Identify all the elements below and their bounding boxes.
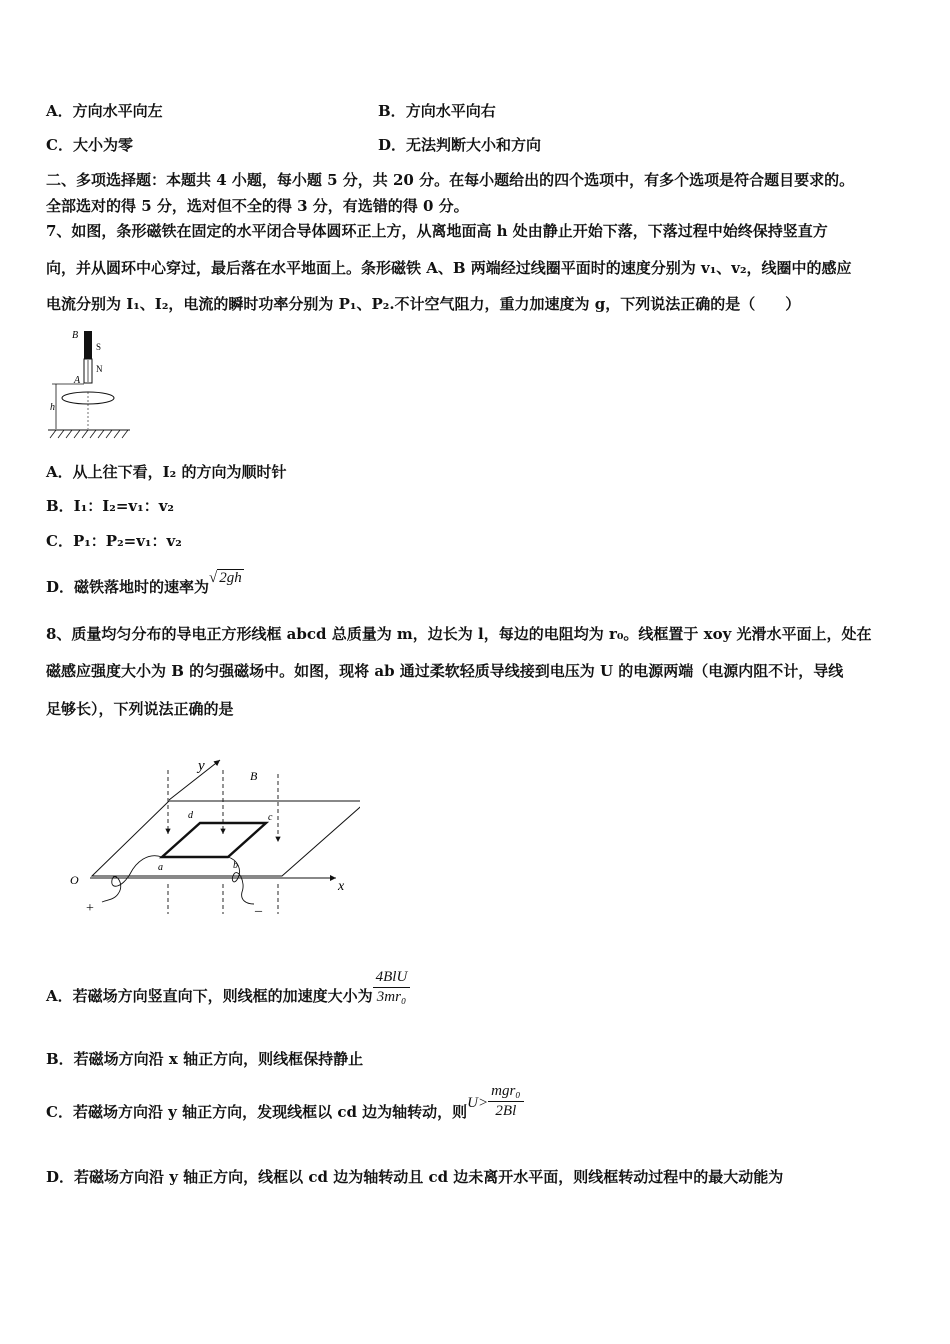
wire-positive [102,856,162,902]
ground-hatch [50,430,128,438]
fig-label-n: N [96,364,103,374]
q8-option-c [46,1082,524,1143]
section2-line2: 全部选对的得 5 分，选对但不全的得 3 分，有选错的得 0 分。 [46,197,469,215]
fig-label-b: B [72,330,79,341]
y-axis [169,760,220,800]
fig-label-s: S [96,342,102,352]
option-text: C．若磁场方向沿 y 轴正方向，发现线框以 cd 边为轴转动，则 [46,1103,468,1121]
option-label: B． [378,102,406,120]
field-label-b: B [250,769,258,783]
option-text: 无法判断大小和方向 [406,136,542,154]
vertex-label-a: a [158,862,163,873]
q8-stem-line1: 8、质量均匀分布的导电正方形线框 abcd 总质量为 m，边长为 l，每边的电阻均为 r₀。线框置于 xoy 光滑水平面上，处在 [46,625,872,643]
q6-option-c [46,134,133,156]
fig-label-h: h [50,402,55,413]
fraction-denominator: 2Bl [495,1102,517,1119]
option-label: D． [378,136,407,154]
q6-option-a [46,100,163,122]
q8-stem-line2: 磁感应强度大小为 B 的匀强磁场中。如图，现将 ab 通过柔软轻质导线接到电压为 U 的电源两端（电源内阻不计，导线 [46,662,844,680]
option-label: A． [46,102,73,120]
field-lines [168,770,278,914]
axis-label-y: y [198,758,205,774]
fig-label-a: A [74,375,81,386]
q7-stem-line3: 电流分别为 I₁、I₂，电流的瞬时功率分别为 P₁、P₂.不计空气阻力，重力加速度为 g，下列说法正确的是（ ） [46,295,801,313]
option-text: 大小为零 [72,136,133,154]
sqrt-expression: √ 2gh [209,570,242,586]
q7-stem-line1: 7、如图，条形磁铁在固定的水平闭合导体圆环正上方，从离地面高 h 处由静止开始下落，下落过程中始终保持竖直方 [46,222,828,240]
q8-option-a [46,966,410,1026]
q8-option-b: B．若磁场方向沿 x 轴正方向，则线框保持静止 [46,1050,364,1068]
axis-label-o: O [70,873,79,887]
fraction-denominator: 3mr₀ [376,988,407,1005]
q7-option-a: A．从上往下看，I₂ 的方向为顺时针 [46,463,287,481]
magnet-s-pole [84,331,92,359]
square-frame-abcd [162,823,266,857]
q6-option-b [378,100,496,122]
q7-option-c: C．P₁：P₂=v₁：v₂ [46,532,182,550]
wire-negative [228,857,254,904]
fraction-4blu-over-3mr0 [373,968,411,1007]
option-label: C． [46,136,73,154]
fraction-mgr0-over-2bl [488,1082,523,1121]
q7-option-b: B．I₁：I₂=v₁：v₂ [46,497,174,515]
terminal-plus: + [86,901,94,916]
option-text: D．磁铁落地时的速率为 [46,578,210,596]
section2-line1: 二、多项选择题：本题共 4 小题，每小题 5 分，共 20 分。在每小题给出的四个选项中，有多个选项是符合题目要求的。 [46,171,855,189]
option-text: A．若磁场方向竖直向下，则线框的加速度大小为 [46,987,373,1005]
fraction-numerator: mgr₀ [488,1082,523,1102]
q8-frame-figure [60,752,360,922]
vertex-label-b: b [233,860,238,871]
option-text: 方向水平向左 [72,102,163,120]
q7-stem-line2: 向，并从圆环中心穿过，最后落在水平地面上。条形磁铁 A、B 两端经过线圈平面时的速度分别为 v₁、v₂，线圈中的感应 [46,259,852,277]
vertex-label-c: c [268,812,273,823]
q7-option-d [46,570,244,599]
fraction-numerator: 4BlU [373,968,411,988]
inequality-u: U> [467,1095,489,1111]
q8-stem-line3: 足够长），下列说法正确的是 [46,700,234,718]
option-text: 方向水平向右 [405,102,496,120]
horizontal-plane [92,801,360,876]
sqrt-radicand: 2gh [219,570,242,586]
terminal-minus: _ [255,899,262,914]
axis-label-x: x [338,879,345,894]
q6-option-d [378,134,541,156]
q7-magnet-figure [44,326,134,442]
q8-option-d: D．若磁场方向沿 y 轴正方向，线框以 cd 边为轴转动且 cd 边未离开水平面，则线框转动过程中的最大动能为 [46,1168,784,1186]
inequality-lhs [467,1073,488,1133]
vertex-label-d: d [188,810,193,821]
